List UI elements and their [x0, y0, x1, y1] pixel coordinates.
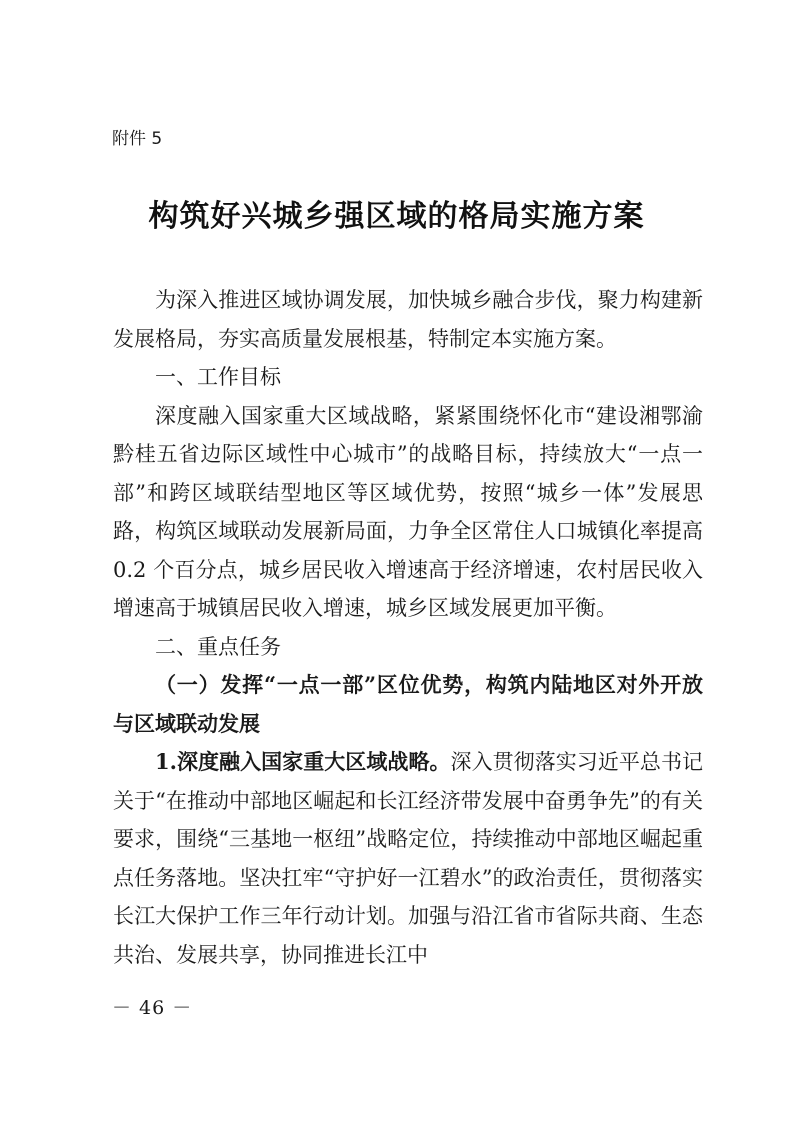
document-title: 构筑好兴城乡强区域的格局实施方案 — [148, 199, 645, 234]
document-body — [113, 281, 703, 974]
task-item-paragraph — [113, 743, 703, 974]
section-heading-tasks: 二、重点任务 — [155, 634, 281, 659]
attachment-label: 附件 5 — [112, 129, 163, 149]
section-heading-goals: 一、工作目标 — [155, 365, 281, 389]
task-item-lead: 1.深度融入国家重大区域战略。 — [155, 749, 451, 774]
goals-paragraph: 深度融入国家重大区域战略，紧紧围绕怀化市“建设湘鄂渝黔桂五省边际区域性中心城市”的战略目标，持续放大“一点一部”和跨区域联结型地区等区域优势，按照“城乡一体”发展思路，构筑区域联动发展新局面，力争全区常住人口城镇化率提高0.2 个百分点，城乡居民收入增速高于经济增速，农村居民收入增速高于城镇居民收入增速，城乡区域发展更加平衡。 — [113, 403, 703, 620]
task-item-text: 深入贯彻落实习近平总书记关于“在推动中部地区崛起和长江经济带发展中奋勇争先”的有关要求，围绕“三基地一枢纽”战略定位，持续推动中部地区崛起重点任务落地。坚决扛牢“守护好一江碧水”的政治责任，贯彻落实长江大保护工作三年行动计划。加强与沿江省市省际共商、生态共治、发展共享，协同推进长江中 — [113, 750, 704, 967]
task-subheading: （一）发挥“一点一部”区位优势，构筑内陆地区对外开放与区域联动发展 — [113, 672, 703, 736]
page-number: － 46 － — [112, 997, 193, 1019]
intro-paragraph: 为深入推进区域协调发展，加快城乡融合步伐，聚力构建新发展格局，夯实高质量发展根基，特制定本实施方案。 — [113, 288, 703, 351]
